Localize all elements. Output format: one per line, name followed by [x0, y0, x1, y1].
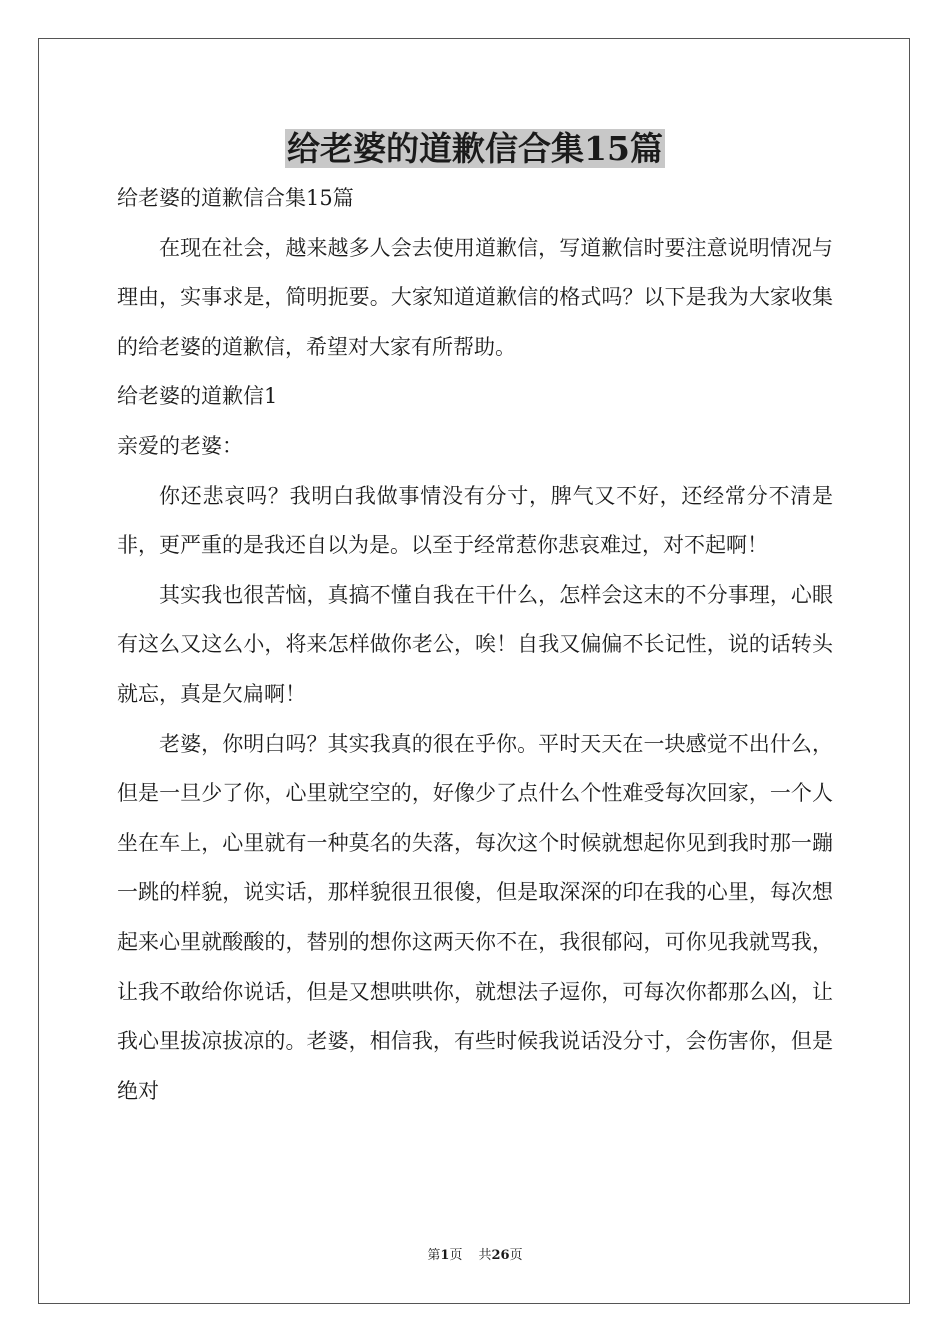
page-number-current: 1	[440, 1248, 450, 1263]
letter-salutation: 亲爱的老婆：	[117, 433, 243, 458]
letter-paragraph: 老婆，你明白吗？其实我真的很在乎你。平时天天在一块感觉不出什么，但是一旦少了你，心里就空空的，好像少了点什么个性难受每次回家，一个人坐在车上，心里就有一种莫名的失落，每次这个时候就想起你见到我时那一蹦一跳的样貌，说实话，那样貌很丑很傻，但是取深深的印在我的心里，每次想起来心里就酸酸的，替别的想你这两天你不在，我很郁闷，可你见我就骂我，让我不敢给你说话，但是又想哄哄你，就想法子逗你，可每次你都那么凶，让我心里拔凉拔凉的。老婆，相信我，有些时候我说话没分寸，会伤害你，但是绝对	[117, 731, 833, 1103]
letter-paragraph: 其实我也很苦恼，真搞不懂自我在干什么，怎样会这末的不分事理，心眼有这么又这么小，将来怎样做你老公，唉！自我又偏偏不长记性，说的话转头就忘，真是欠扁啊！	[117, 582, 833, 706]
page-number-total: 26	[491, 1248, 510, 1263]
intro-paragraph: 在现在社会，越来越多人会去使用道歉信，写道歉信时要注意说明情况与理由，实事求是，简明扼要。大家知道道歉信的格式吗？以下是我为大家收集的给老婆的道歉信，希望对大家有所帮助。	[117, 235, 833, 359]
page-footer	[0, 1246, 950, 1266]
document-subtitle: 给老婆的道歉信合集15篇	[117, 186, 354, 210]
page-number-prefix: 第	[427, 1248, 441, 1263]
page-total-prefix: 共	[478, 1248, 492, 1263]
page-number-suffix: 页	[449, 1248, 463, 1263]
document-body	[117, 174, 833, 1116]
letter-heading: 给老婆的道歉信1	[117, 384, 278, 409]
document-title	[0, 127, 950, 171]
document-title-text: 给老婆的道歉信合集15篇	[287, 129, 663, 168]
letter-paragraph: 你还悲哀吗？我明白我做事情没有分寸，脾气又不好，还经常分不清是非，更严重的是我还自以为是。以至于经常惹你悲哀难过，对不起啊！	[117, 483, 833, 558]
page-total-suffix: 页	[509, 1248, 523, 1263]
